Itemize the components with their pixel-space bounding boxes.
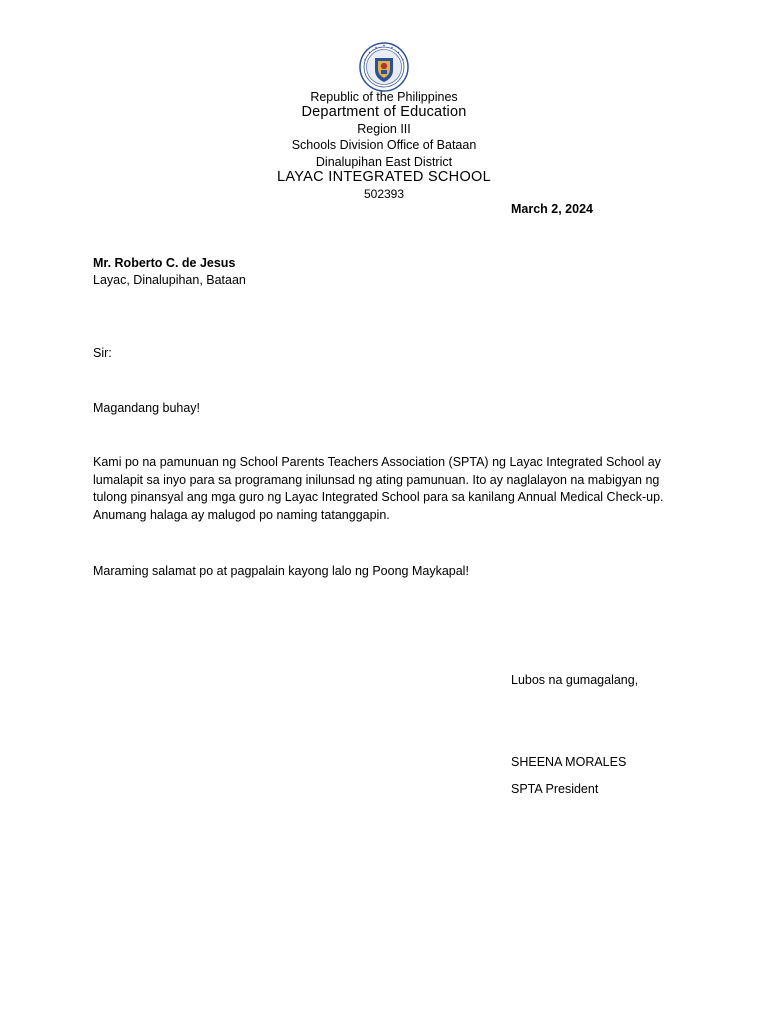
thanks-line: Maraming salamat po at pagpalain kayong lalo ng Poong Maykapal! — [93, 564, 469, 578]
complimentary-close: Lubos na gumagalang, — [511, 673, 639, 687]
signer-title: SPTA President — [511, 782, 599, 796]
letterhead-school-name: LAYAC INTEGRATED SCHOOL — [277, 169, 491, 185]
letterhead-department: Department of Education — [301, 104, 467, 120]
letterhead-region: Region III — [357, 122, 411, 136]
salutation: Sir: — [93, 346, 112, 360]
letterhead-district: Dinalupihan East District — [315, 155, 453, 169]
greeting: Magandang buhay! — [93, 401, 201, 415]
recipient-name: Mr. Roberto C. de Jesus — [93, 256, 236, 270]
deped-seal-icon — [359, 42, 409, 92]
letter-date: March 2, 2024 — [511, 202, 593, 216]
recipient-address: Layac, Dinalupihan, Bataan — [93, 273, 246, 287]
letterhead-division: Schools Division Office of Bataan — [291, 138, 477, 152]
letterhead-school-id: 502393 — [363, 187, 405, 201]
signer-name: SHEENA MORALES — [511, 755, 627, 769]
body-paragraph: Kami po na pamunuan ng School Parents Teachers Association (SPTA) ng Layac Integrated School ay lumalapit sa inyo para sa programang inilunsad ng ating pamunuan. Ito ay naglalayon na mabigyan ng tulong pinansyal ang mga guro ng Layac Integrated School para sa kanilang Annual Medical Check-up. Anumang halaga ay malugod po naming tatanggapin. — [93, 455, 664, 522]
letterhead-republic: Republic of the Philippines — [310, 90, 458, 104]
